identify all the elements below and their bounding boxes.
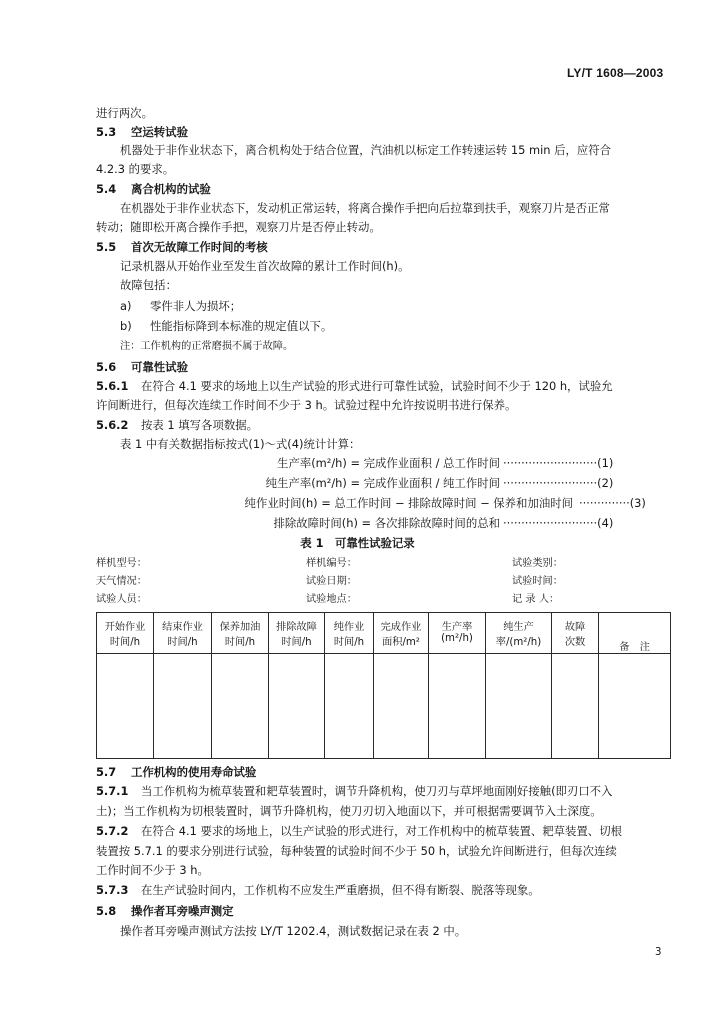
list-marker: a) bbox=[120, 299, 132, 313]
meta-field: 试验日期： bbox=[306, 576, 357, 587]
equation-number: ··············(3) bbox=[579, 496, 646, 510]
table-empty-row bbox=[97, 654, 671, 759]
paragraph-line: 工作时间不少于 3 h。 bbox=[96, 863, 209, 877]
table-header-cell: 时间/h bbox=[154, 633, 212, 654]
table-header-cell: 次数 bbox=[552, 633, 599, 654]
meta-field: 样机型号： bbox=[96, 558, 147, 569]
equation: 纯作业时间(h) = 总工作时间 − 排除故障时间 − 保养和加油时间 bbox=[244, 496, 573, 510]
table-cell bbox=[429, 654, 486, 759]
section-number: 5.3 bbox=[96, 125, 117, 139]
meta-field: 试验人员： bbox=[96, 594, 147, 605]
table-cell bbox=[374, 654, 429, 759]
table-header-row bbox=[97, 613, 671, 634]
paragraph-line: 表 1 中有关数据指标按式(1)～式(4)统计计算： bbox=[120, 437, 361, 451]
table-cell bbox=[325, 654, 374, 759]
table-header-cell: (m²/h) bbox=[429, 633, 486, 654]
section-number: 5.8 bbox=[96, 904, 117, 918]
equation-number: ··························(4) bbox=[503, 516, 614, 530]
table-cell bbox=[552, 654, 599, 759]
paragraph-line: 当工作机构为梳草装置和耙草装置时，调节升降机构，使刀刃与草坪地面刚好接触(即刃口不入 bbox=[141, 784, 613, 798]
paragraph-line: 按表 1 填写各项数据。 bbox=[141, 418, 259, 432]
reliability-test-table bbox=[96, 612, 671, 759]
page-number: 3 bbox=[655, 947, 662, 958]
meta-field: 样机编号： bbox=[306, 558, 357, 569]
table-header-cell: 排除故障 bbox=[269, 613, 325, 634]
standard-number: LY/T 1608—2003 bbox=[567, 66, 664, 80]
section-title: 操作者耳旁噪声测定 bbox=[131, 904, 234, 918]
meta-field: 试验时间： bbox=[512, 576, 563, 587]
subsection-number: 5.7.3 bbox=[96, 883, 129, 897]
section-title: 可靠性试验 bbox=[131, 360, 188, 374]
table-header-cell: 时间/h bbox=[212, 633, 269, 654]
table-header-cell: 开始作业 bbox=[97, 613, 154, 634]
section-title: 空运转试验 bbox=[131, 125, 188, 139]
table-cell bbox=[486, 654, 552, 759]
paragraph-line: 机器处于非作业状态下，离合机构处于结合位置，汽油机以标定工作转速运转 15 min 后，应符合 bbox=[120, 143, 612, 157]
table-header-cell: 时间/h bbox=[97, 633, 154, 654]
subsection-number: 5.7.1 bbox=[96, 784, 129, 798]
equation-number: ··························(2) bbox=[503, 476, 614, 490]
note: 注：工作机构的正常磨损不属于故障。 bbox=[120, 341, 294, 352]
equation: 排除故障时间(h) = 各次排除故障时间的总和 bbox=[273, 516, 500, 530]
section-number: 5.6 bbox=[96, 360, 117, 374]
paragraph-line: 操作者耳旁噪声测试方法按 LY/T 1202.4，测试数据记录在表 2 中。 bbox=[120, 924, 467, 938]
subsection-number: 5.6.1 bbox=[96, 379, 129, 393]
table-header-cell: 完成作业 bbox=[374, 613, 429, 634]
table-header-row bbox=[97, 633, 671, 654]
section-title: 首次无故障工作时间的考核 bbox=[131, 240, 268, 254]
table-cell bbox=[212, 654, 269, 759]
table-header-cell: 纯作业 bbox=[325, 613, 374, 634]
table-header-cell: 时间/h bbox=[325, 633, 374, 654]
list-marker: b) bbox=[120, 319, 132, 333]
section-number: 5.5 bbox=[96, 240, 117, 254]
meta-field: 天气情况： bbox=[96, 576, 147, 587]
meta-field: 试验类别： bbox=[512, 558, 563, 569]
paragraph-line: 转动；随即松开离合操作手把，观察刀片是否停止转动。 bbox=[96, 220, 381, 234]
table-header-cell: 时间/h bbox=[269, 633, 325, 654]
subsection-number: 5.6.2 bbox=[96, 418, 129, 432]
equation: 生产率(m²/h) = 完成作业面积 / 总工作时间 bbox=[277, 456, 500, 470]
table-header-cell: 纯生产 bbox=[486, 613, 552, 634]
section-number: 5.4 bbox=[96, 182, 117, 196]
list-item: 性能指标降到本标准的规定值以下。 bbox=[150, 319, 333, 333]
table-header-cell: 率/(m²/h) bbox=[486, 633, 552, 654]
paragraph-line: 在符合 4.1 要求的场地上以生产试验的形式进行可靠性试验，试验时间不少于 120 h，试验允 bbox=[141, 379, 613, 393]
section-title: 工作机构的使用寿命试验 bbox=[131, 765, 257, 779]
section-number: 5.7 bbox=[96, 765, 117, 779]
paragraph-line: 4.2.3 的要求。 bbox=[96, 162, 175, 176]
table-cell bbox=[269, 654, 325, 759]
paragraph-line: 在符合 4.1 要求的场地上，以生产试验的形式进行，对工作机构中的梳草装置、耙草装置、切根 bbox=[141, 824, 622, 838]
meta-field: 记 录 人： bbox=[512, 594, 560, 605]
subsection-number: 5.7.2 bbox=[96, 824, 129, 838]
table-header-cell: 故障 bbox=[552, 613, 599, 634]
table-header-remark: 备 注 bbox=[599, 613, 671, 654]
paragraph-line: 故障包括： bbox=[120, 278, 177, 292]
paragraph-line: 在生产试验时间内，工作机构不应发生严重磨损，但不得有断裂、脱落等现象。 bbox=[141, 883, 540, 897]
list-item: 零件非人为损坏； bbox=[150, 299, 242, 313]
table-caption: 表 1 可靠性试验记录 bbox=[300, 536, 415, 550]
paragraph-line: 土)；当工作机构为切根装置时，调节升降机构，使刀刃切入地面以下，并可根据需要调节入土深度。 bbox=[96, 804, 602, 818]
paragraph-line: 许间断进行，但每次连续工作时间不少于 3 h。试验过程中允许按说明书进行保养。 bbox=[96, 398, 517, 412]
table-header-cell: 生产率 bbox=[429, 613, 486, 634]
meta-field: 试验地点： bbox=[306, 594, 357, 605]
equation-number: ··························(1) bbox=[503, 456, 614, 470]
text-line: 进行两次。 bbox=[96, 106, 153, 120]
table-cell bbox=[97, 654, 154, 759]
table-cell bbox=[599, 654, 671, 759]
paragraph-line: 装置按 5.7.1 的要求分别进行试验，每种装置的试验时间不少于 50 h，试验允许间断进行，但每次连续 bbox=[96, 844, 617, 858]
table-header-cell: 结束作业 bbox=[154, 613, 212, 634]
paragraph-line: 记录机器从开始作业至发生首次故障的累计工作时间(h)。 bbox=[120, 259, 410, 273]
paragraph-line: 在机器处于非作业状态下，发动机正常运转，将离合操作手把向后拉靠到扶手，观察刀片是否正常 bbox=[120, 201, 610, 215]
table-header-cell: 保养加油 bbox=[212, 613, 269, 634]
equation: 纯生产率(m²/h) = 完成作业面积 / 纯工作时间 bbox=[265, 476, 500, 490]
table-cell bbox=[154, 654, 212, 759]
table-header-cell: 面积/m² bbox=[374, 633, 429, 654]
section-title: 离合机构的试验 bbox=[131, 182, 211, 196]
